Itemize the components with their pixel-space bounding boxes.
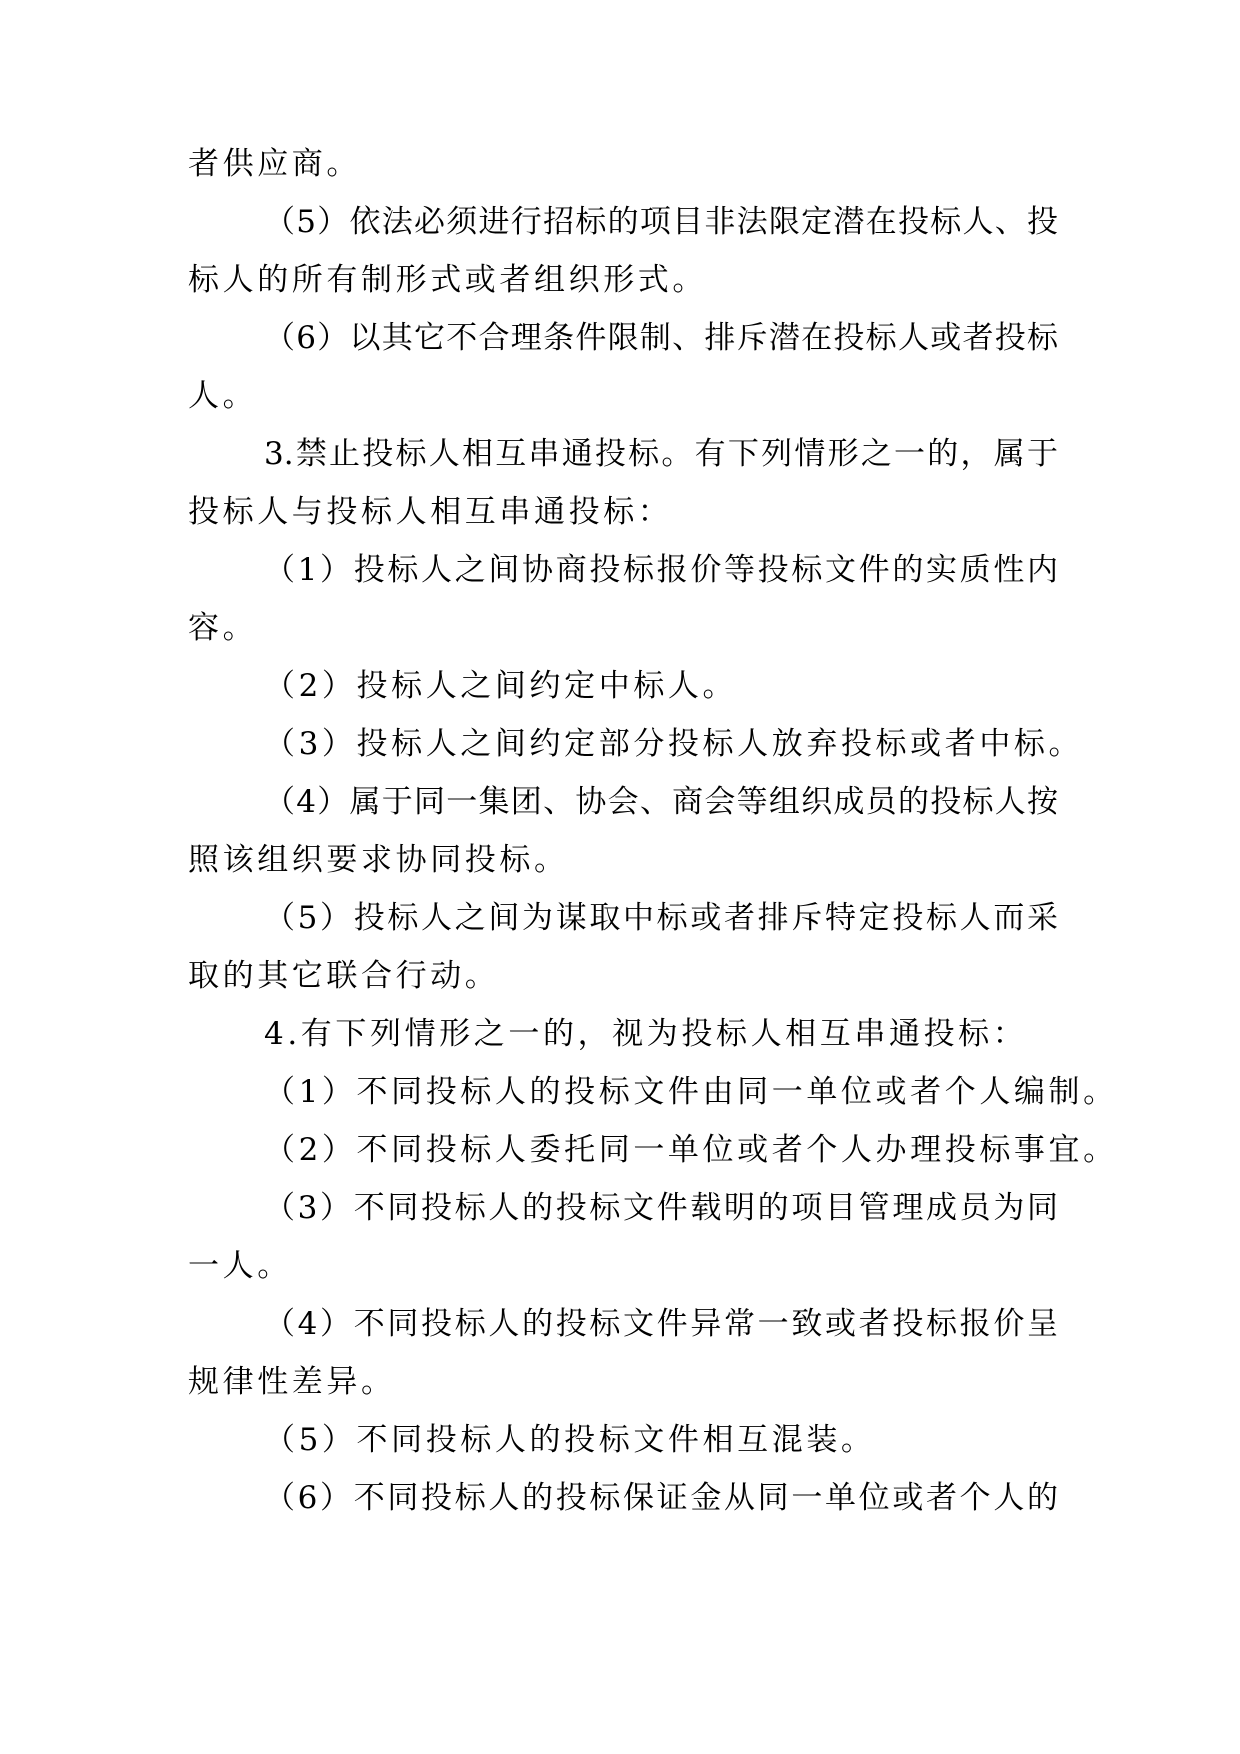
text-line: （3）不同投标人的投标文件载明的项目管理成员为同 [264, 1190, 1058, 1226]
text-line: 人。 [188, 378, 258, 414]
text-line: （4）不同投标人的投标文件异常一致或者投标报价呈 [264, 1306, 1058, 1342]
text-line: 取的其它联合行动。 [188, 958, 500, 994]
text-line: （6）不同投标人的投标保证金从同一单位或者个人的 [264, 1480, 1058, 1516]
text-line: （2）投标人之间约定中标人。 [264, 668, 738, 704]
text-line: （5）投标人之间为谋取中标或者排斥特定投标人而采 [264, 900, 1058, 936]
text-line: （3）投标人之间约定部分投标人放弃投标或者中标。 [264, 726, 1084, 762]
text-line: 投标人与投标人相互串通投标： [188, 494, 673, 530]
text-line: 4.有下列情形之一的，视为投标人相互串通投标： [264, 1016, 1028, 1052]
text-line: 者供应商。 [188, 146, 361, 182]
text-line: 规律性差异。 [188, 1364, 396, 1400]
text-line: 标人的所有制形式或者组织形式。 [188, 262, 707, 298]
text-line: 3.禁止投标人相互串通投标。有下列情形之一的，属于 [264, 436, 1058, 472]
text-line: 照该组织要求协同投标。 [188, 842, 569, 878]
text-line: 容。 [188, 610, 258, 646]
text-line: 一人。 [188, 1248, 292, 1284]
text-line: （2）不同投标人委托同一单位或者个人办理投标事宜。 [264, 1132, 1118, 1168]
text-line: （1）投标人之间协商投标报价等投标文件的实质性内 [264, 552, 1058, 588]
text-line: （5）不同投标人的投标文件相互混装。 [264, 1422, 876, 1458]
text-line: （6）以其它不合理条件限制、排斥潜在投标人或者投标 [264, 320, 1058, 356]
text-line: （1）不同投标人的投标文件由同一单位或者个人编制。 [264, 1074, 1118, 1110]
text-line: （5）依法必须进行招标的项目非法限定潜在投标人、投 [264, 204, 1058, 240]
text-line: （4）属于同一集团、协会、商会等组织成员的投标人按 [264, 784, 1058, 820]
